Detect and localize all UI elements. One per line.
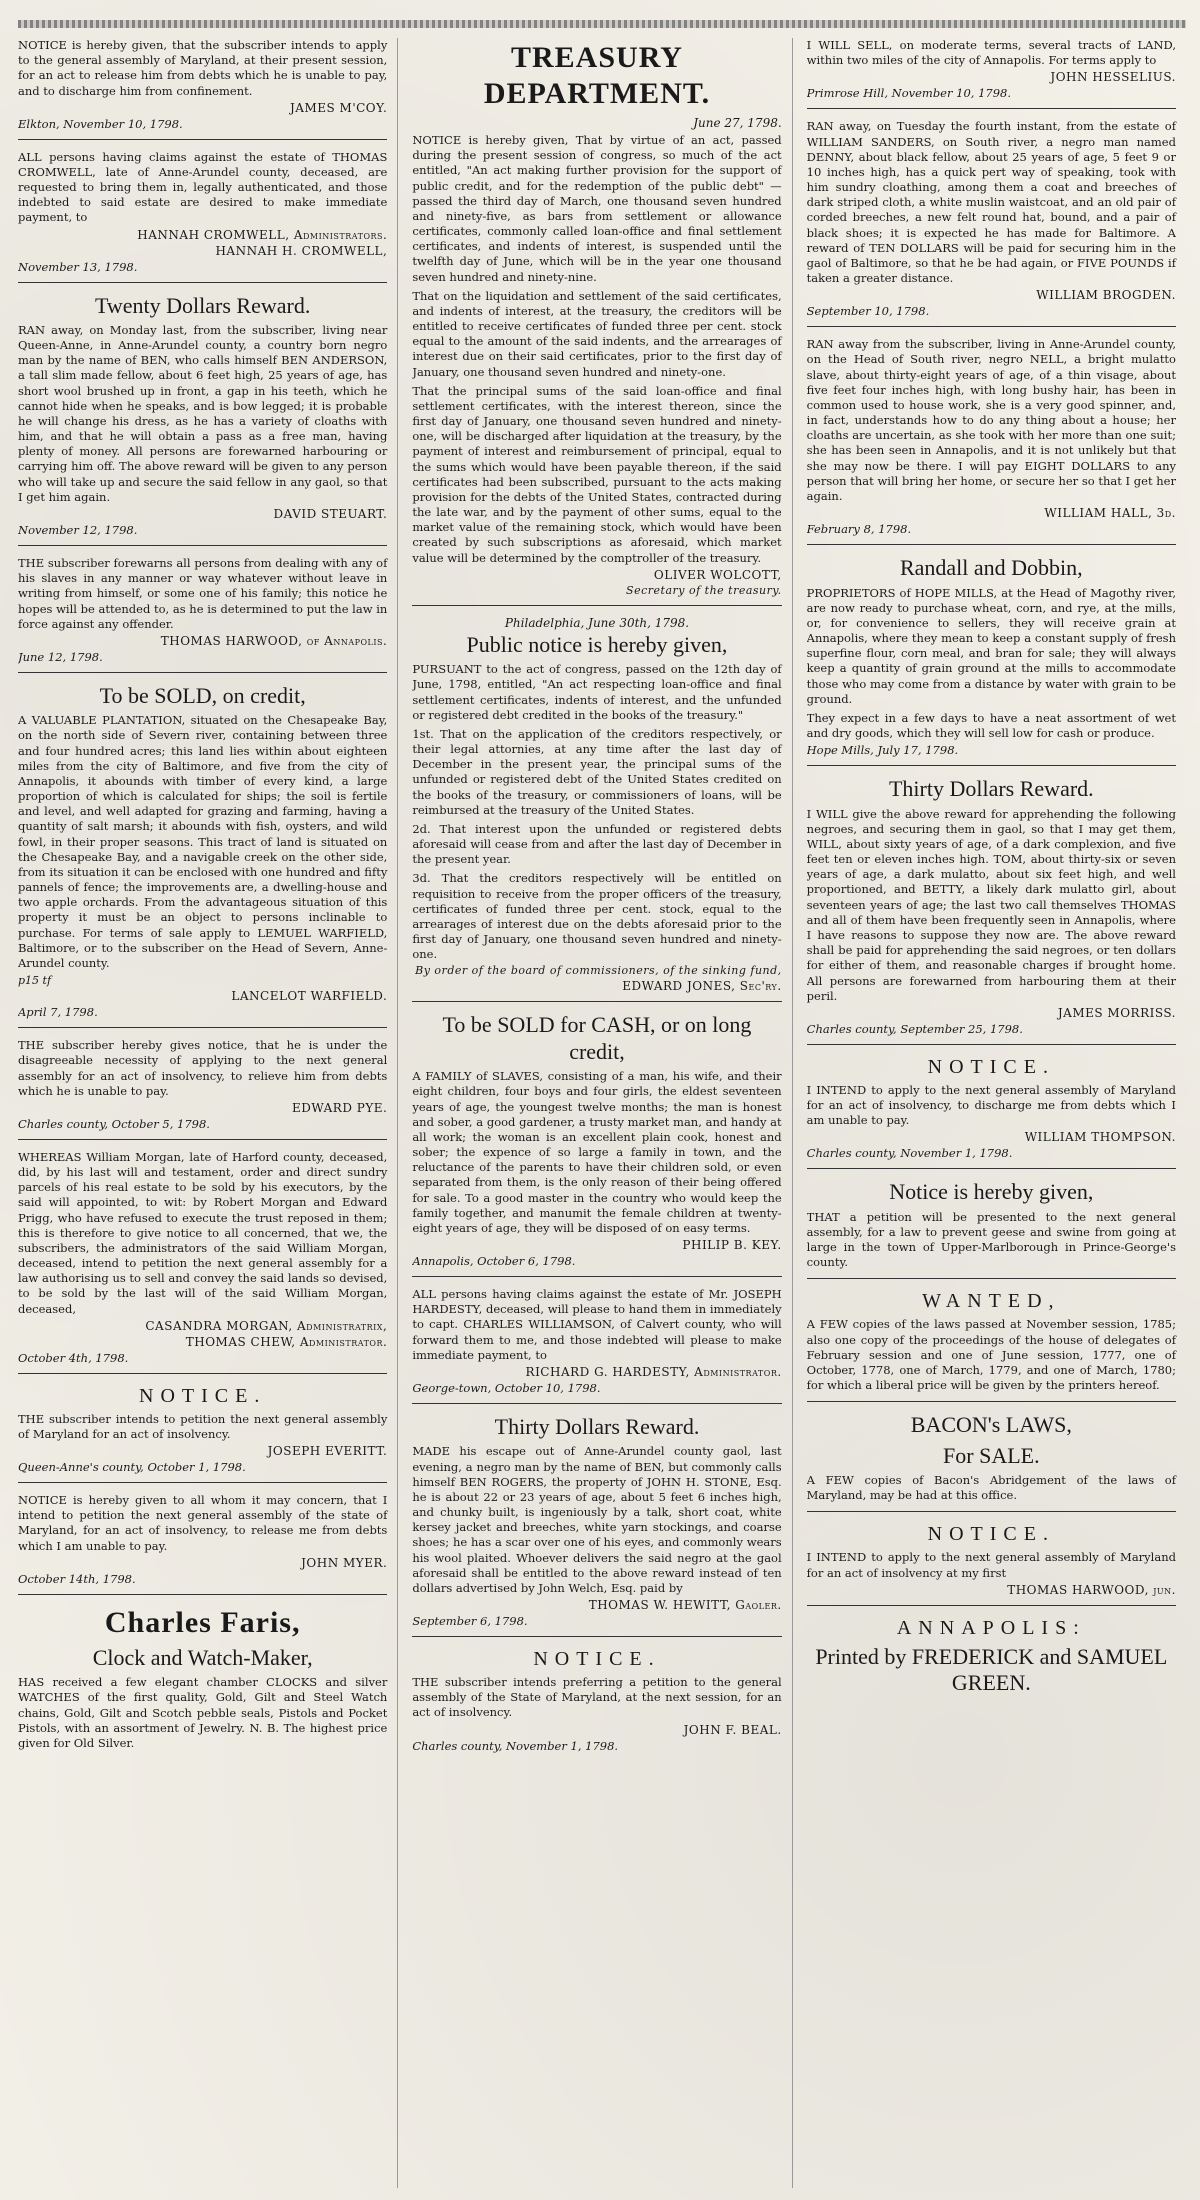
ad-heading: NOTICE.: [927, 1523, 1055, 1546]
ad-body: A FEW copies of the laws passed at November session, 1785; also one copy of the proceedings of the house of delegates of February session and one of June session, 1777, one of October, 1778, one of March, 1779, and one of March, 1780; for which a liberal price will be given by the printers hereof.: [806, 1317, 1176, 1393]
ad-dateline: George-town, October 10, 1798.: [412, 1381, 601, 1395]
ad-body: THAT a petition will be presented to the next general assembly, for a law to prevent geese and swine from going at large in the town of Upper-Marlborough in Prince-George's county.: [806, 1209, 1176, 1270]
ad-body: RAN away from the subscriber, living in Anne-Arundel county, on the Head of South river, negro NELL, a bright mulatto slave, about thirty-eight years of age, of a thin visage, about five feet four inches high, with long bushy hair, has been in common used to house work, she is a very good spinner, and, in fact, understands how to do any thing about a house; her cloaths are uncertain, as she took with her more than one suit; she has been seen in Annapolis, and it is not unlikely but that she may now be there. I will pay EIGHT DOLLARS to any person that will bring her home, or secure her so that I get her again.: [806, 337, 1176, 503]
ad-body: I INTEND to apply to the next general assembly of Maryland for an act of insolvency, to discharge me from debts which I am unable to pay.: [806, 1082, 1176, 1128]
ad-dateline: Charles county, November 1, 1798.: [412, 1738, 619, 1753]
ad-heading: Thirty Dollars Reward.: [888, 776, 1094, 802]
ad-signature: JAMES MORRISS.: [1057, 1005, 1176, 1020]
ad-item: 1st. That on the application of the creditors respectively, or their legal attornies, at any time after the last day of December in the present year, the principal sums of the unfunded or registered debt of the United States credited on the books of the treasury, or commissioners of loans, will be reimbursed at the treasury of the United States.: [412, 726, 782, 817]
ad-bacons-laws: [807, 1412, 1176, 1512]
ad-body: PROPRIETORS of HOPE MILLS, at the Head of Magothy river, are now ready to purchase wheat, corn, and rye, at the mills, or, for convenience to sellers, they will receive grain at Annapolis, where they mean to keep a constant supply of fresh superfine flour, corn meal, and bran for sale; they will always keep a quantity of grain ground at the mills to accommodate those who may come from a distance by water with grain to be ground.: [806, 585, 1176, 706]
ad-signature: LANCELOT WARFIELD.: [231, 989, 388, 1004]
ad-heading: NOTICE.: [533, 1648, 661, 1671]
ad-body: ALL persons having claims against the estate of THOMAS CROMWELL, late of Anne-Arundel county, deceased, are requested to bring them in, legally authenticated, and those indebted to said estate are desired to make immediate payment, to: [18, 149, 388, 225]
ad-dateline: September 6, 1798.: [412, 1614, 528, 1629]
ad-signature: THOMAS HARWOOD, of Annapolis.: [160, 633, 388, 648]
ad-body: They expect in a few days to have a neat assortment of wet and dry goods, which they will sell low for cash or produce.: [806, 710, 1176, 741]
ad-thirty-dollars-morriss: [807, 776, 1176, 1045]
ad-body: THE subscriber forewarns all persons from dealing with any of his slaves in any manner or way whatever without leave in writing from himself, or some one of his family; this notice he hopes will be attended to, as he is determined to put the law in force against any offender.: [18, 556, 388, 631]
ad-thirty-dollars-reward: [412, 1414, 781, 1637]
ad-mccoy-notice: [18, 38, 387, 140]
columns: [18, 38, 1186, 2188]
ad-dateline: Charles county, November 1, 1798.: [806, 1146, 1013, 1161]
ad-signature: WILLIAM BROGDEN.: [1036, 288, 1176, 303]
ad-heading: Randall and Dobbin,: [899, 555, 1083, 581]
ad-signature: RICHARD G. HARDESTY, Administrator.: [525, 1365, 782, 1379]
ad-dateline: September 10, 1798.: [806, 304, 930, 319]
ad-item: 2d. That interest upon the unfunded or registered debts aforesaid will cease from and after the last day of December in the present year.: [412, 821, 782, 867]
ad-dateline: October 14th, 1798.: [18, 1571, 136, 1586]
ad-heading: Notice is hereby given,: [889, 1179, 1094, 1205]
ad-signature: JOHN F. BEAL.: [683, 1722, 782, 1737]
ad-body: THE subscriber intends to petition the next general assembly of Maryland for an act of insolvency.: [18, 1411, 388, 1441]
ad-faris-clockmaker: [18, 1605, 387, 1759]
ad-hardesty-estate: [412, 1287, 781, 1404]
ad-body: RAN away, on Monday last, from the subscriber, living near Queen-Anne, in Anne-Arundel county, a country born negro man by the name of BEN, who calls himself BEN ANDERSON, a tall slim made fellow, about 6 feet high, 25 years of age, has short wool brushed up in front, a gap in his teeth, which he cannot hide when he speaks, and is bow legged; it is probable he will change his dress, as he has a variety of cloaths with him, and that he will obtain a pass as a free man, having plenty of money. All persons are forewarned harbouring or carrying him off. The above reward will be given to any person who will take up and secure the said fellow in any gaol, so that I get him again.: [18, 322, 388, 504]
ad-dateline: Annapolis, October 6, 1798.: [412, 1254, 576, 1269]
ad-signature: EDWARD JONES, Sec'ry.: [622, 979, 782, 994]
ad-body: NOTICE is hereby given to all whom it may concern, that I intend to petition the next general assembly of the state of Maryland, for an act of insolvency, to release me from debts which I am unable to pay.: [18, 1493, 388, 1553]
ad-body: NOTICE is hereby given, That by virtue of an act, passed during the present session of congress, so much of the act entitled, "An act making further provision for the support of public credit, and for the redemption of the public debt" — passed the third day of March, one thousand seven hundred and ninety-five, as bars from settlement or allowance certificates, commonly called loan-office and final settlement certificates, and indents of interest, is suspended until the twelfth day of June, which will be in the year one thousand seven hundred and ninety-nine.: [412, 133, 782, 284]
ad-code: p15 tf: [18, 974, 52, 988]
ad-treasury-department: [412, 40, 781, 606]
ad-body: I INTEND to apply to the next general assembly of Maryland for an act of insolvency at my first: [806, 1550, 1176, 1580]
ad-date: June 27, 1798.: [693, 116, 782, 130]
ad-harwood-forewarn: [18, 556, 387, 673]
ad-nell-runaway: [807, 337, 1176, 545]
ad-hesselius-land: [807, 38, 1176, 109]
ad-body: PURSUANT to the act of congress, passed on the 12th day of June, 1798, entitled, "An act respecting loan-office and final settlement certificates, indents of interest, and the unfunded or registered debt credited in the books of the treasury.": [412, 662, 782, 722]
ad-body: I WILL SELL, on moderate terms, several tracts of LAND, within two miles of the city of Annapolis. For terms apply to: [806, 38, 1176, 68]
ad-heading: NOTICE.: [139, 1384, 267, 1407]
ad-slaves-sale: [412, 1012, 781, 1277]
ad-subheading: For SALE.: [943, 1442, 1040, 1468]
right-column: [807, 38, 1186, 2188]
ad-dateline: June 12, 1798.: [18, 649, 103, 664]
ad-myer-notice: [18, 1493, 387, 1595]
ad-heading: Public notice is hereby given,: [466, 631, 728, 657]
ad-body: A FAMILY of SLAVES, consisting of a man, his wife, and their eight children, four boys and four girls, the eldest seventeen years of age, the youngest twelve months; the man is honest and sober, a good gardener, a trusty market man, and handy at all work; the woman is an excellent plain cook, honest and sober; the expence of so large a family in town, and the reluctance of the parents to have their children sold, or even separated from them, is the only reason of their being offered for sale. To a good master in the country who would keep the family together, and manumit the female children at twenty-eight years of age, they will be disposed of on easy terms.: [412, 1069, 782, 1235]
ad-signature: CASANDRA MORGAN, Administratrix,: [145, 1318, 388, 1333]
ad-cromwell-estate: [18, 150, 387, 283]
ad-dateline: October 4th, 1798.: [18, 1350, 129, 1365]
ad-dateline: Primrose Hill, November 10, 1798.: [806, 86, 1012, 101]
ad-signature: THOMAS HARWOOD, jun.: [1007, 1582, 1176, 1597]
ad-thompson-notice: [807, 1055, 1176, 1170]
ad-body: That on the liquidation and settlement of the said certificates, and indents of interest, at the treasury, the creditors will be entitled to receive certificates of funded three per cent. stock equal to the amount of the said indents, and the arrearages of interest due on their said certificates, prior to the first day of January, one thousand seven hundred and ninety-one.: [412, 288, 782, 379]
ad-plantation-sale: [18, 683, 387, 1028]
ad-wanted-laws: [807, 1289, 1176, 1402]
ad-dateline: April 7, 1798.: [18, 1005, 98, 1020]
ad-dateline: November 12, 1798.: [18, 523, 138, 537]
ad-harwood-notice: [807, 1522, 1176, 1605]
ad-heading: To be SOLD, on credit,: [99, 682, 306, 708]
imprint-line: Printed by FREDERICK and SAMUEL GREEN.: [815, 1643, 1168, 1696]
ad-heading: TREASURY DEPARTMENT.: [483, 41, 711, 110]
ad-signature: JOHN MYER.: [301, 1555, 388, 1570]
ad-public-notice: [412, 616, 781, 1003]
ad-signature: PHILIP B. KEY.: [682, 1238, 782, 1253]
ad-signature: THOMAS CHEW, Administrator.: [185, 1334, 388, 1349]
ad-body: ALL persons having claims against the estate of Mr. JOSEPH HARDESTY, deceased, will please to hand them in immediately to capt. CHARLES WILLIAMSON, of Calvert county, who will forward them to me, and those indebted will please to make immediate payment, to: [412, 1287, 782, 1362]
imprint-place: ANNAPOLIS:: [896, 1616, 1086, 1639]
ad-order: By order of the board of commissioners, of the sinking fund,: [415, 964, 782, 978]
ad-signature: WILLIAM THOMPSON.: [1024, 1130, 1176, 1145]
ad-signature: OLIVER WOLCOTT,: [653, 567, 782, 582]
ad-randall-dobbin: [807, 555, 1176, 766]
ad-heading: Charles Faris,: [104, 1605, 301, 1639]
ad-subheading: Clock and Watch-Maker,: [92, 1644, 313, 1670]
ad-everitt-notice: [18, 1384, 387, 1483]
ad-heading: Thirty Dollars Reward.: [494, 1414, 700, 1439]
ad-dateline: Hope Mills, July 17, 1798.: [806, 743, 959, 758]
ad-body: THE subscriber intends preferring a petition to the general assembly of the State of Maryland, at the next session, for an act of insolvency.: [412, 1675, 782, 1720]
ad-signature: DAVID STEUART.: [273, 507, 388, 521]
ad-signature: HANNAH CROMWELL, Administrators.: [137, 227, 388, 242]
ad-body: A FEW copies of Bacon's Abridgement of the laws of Maryland, may be had at this office.: [806, 1473, 1176, 1503]
ad-signature: WILLIAM HALL, 3d.: [1044, 506, 1176, 521]
ad-heading: NOTICE.: [927, 1055, 1055, 1078]
left-column: [18, 38, 398, 2188]
ad-heading: To be SOLD for CASH, or on long credit,: [442, 1012, 752, 1064]
ad-signature: JOHN HESSELIUS.: [1050, 70, 1176, 85]
ad-denny-runaway: [807, 119, 1176, 327]
ad-beal-notice: [412, 1647, 781, 1761]
ad-twenty-dollars-reward: [18, 293, 387, 546]
ad-dateline: Philadelphia, June 30th, 1798.: [504, 615, 690, 630]
ad-item: 3d. That the creditors respectively will be entitled on requisition to receive from the proper officers of the treasury, certificates of funded three per cent. stock, equal to the arrearages of interest due on the debts aforesaid prior to the first day of January, one thousand seven hundred and ninety-one.: [412, 871, 782, 962]
ad-signature-title: Secretary of the treasury.: [626, 583, 782, 597]
ad-pye-insolvency: [18, 1038, 387, 1140]
ad-heading: WANTED,: [922, 1290, 1061, 1313]
top-rule: [18, 20, 1186, 28]
ad-body: HAS received a few elegant chamber CLOCKS and silver WATCHES of the first quality, Gold, Gilt and Steel Watch chains, Gold, Gilt and Scotch pebble seals, Pistols and Pocket Pistols, with an assortment of Jewelry. N. B. The highest price given for Old Silver.: [18, 1675, 388, 1750]
ad-body: THE subscriber hereby gives notice, that he is under the disagreeable necessity of applying to the next general assembly for an act of insolvency, to relieve him from debts which he is unable to pay.: [18, 1038, 388, 1098]
ad-dateline: Charles county, October 5, 1798.: [18, 1116, 210, 1131]
ad-body: A VALUABLE PLANTATION, situated on the Chesapeake Bay, on the north side of Severn river, containing between three and four hundred acres; this land lies within about eighteen miles from the city of Baltimore, and five from the city of Annapolis, it abounds with timber of every kind, a large proportion of which is calculated for ships; the soil is fertile and level, and well adapted for grazing and farming, having a quantity of salt marsh; it abounds with fish, oysters, and wild fowl, in their proper seasons. This tract of land is situated on the Chesapeake Bay, and a navigable creek on the other side, from its situation it can be enclosed with one hundred and fifty pannels of fence; the improvements are, a dwelling-house and two apple orchards. From the advantageous situation of this property it must be an object to persons inclinable to purchase. For terms of sale apply to LEMUEL WARFIELD, Baltimore, or to the subscriber on the Head of Severn, Anne-Arundel county.: [18, 713, 388, 970]
ad-signature: THOMAS W. HEWITT, Gaoler.: [588, 1598, 782, 1613]
ad-body: WHEREAS William Morgan, late of Harford county, deceased, did, by his last will and testament, order and direct sundry parcels of his real estate to be sold by his executors, by the said will appointed, to wit: by Robert Morgan and Edward Prigg, who have refused to execute the trust reposed in them; this is therefore to give notice to all concerned, that we, the subscribers, the administrators of the said William Morgan, deceased, intend to petition the next general assembly for a law authorising us to sell and convey the said lands so devised, to be sold by the last will of the said William Morgan, deceased,: [18, 1149, 388, 1316]
ad-signature: HANNAH H. CROMWELL,: [215, 243, 388, 258]
ad-dateline: Elkton, November 10, 1798.: [18, 116, 183, 131]
ad-heading: Twenty Dollars Reward.: [94, 292, 311, 318]
ad-signature: JOSEPH EVERITT.: [267, 1444, 388, 1459]
printer-imprint: [807, 1616, 1176, 1709]
ad-signature: EDWARD PYE.: [292, 1100, 388, 1115]
ad-body: That the principal sums of the said loan-office and final settlement certificates, with the interest thereon, since the first day of January, one thousand seven hundred and ninety-one, will be discharged after liquidation at the treasury, by the payment of interest and reimbursement of principal, equal to the sums which would have been payable thereon, if the said certificates had been subscribed, pursuant to the acts making provision for the debts of the United States, contracted during the late war, and by the payment of other sums, equal to the market value of the remaining stock, which would have been created by such subscriptions as aforesaid, which market value will be determined by the comptroller of the treasury.: [412, 383, 782, 565]
ad-body: RAN away, on Tuesday the fourth instant, from the estate of WILLIAM SANDERS, on South river, a negro man named DENNY, about black fellow, about 25 years of age, 5 feet 9 or 10 inches high, has a quick pert way of speaking, took with him sundry cloathing, among them a coat and breeches of dark striped cloth, a white muslin waistcoat, and an old pair of corded breeches, a new felt round hat, bound, and a pair of black shoes; it is expected he has made for Baltimore. A reward of TEN DOLLARS will be paid for securing him in the gaol of Baltimore, so that he be had again, or FIVE POUNDS if taken a greater distance.: [806, 119, 1176, 286]
ad-body: NOTICE is hereby given, that the subscriber intends to apply to the general assembly of Maryland, at their present session, for an act to release him from debts which he is unable to pay, and to discharge him from confinement.: [18, 38, 388, 98]
ad-dateline: Charles county, September 25, 1798.: [806, 1021, 1023, 1036]
ad-body: I WILL give the above reward for apprehending the following negroes, and securing them in gaol, so that I may get them, WILL, about sixty years of age, of a dark complexion, and five feet ten or eleven inches high. TOM, about thirty-six or seven years of age, a dark mulatto, about six feet high, and well proportioned, and BETTY, a likely dark mulatto girl, about seventeen years of age; the last two call themselves THOMAS and all of them have been frequently seen in Annapolis, where I have reasons to suppose they now are. The above reward shall be paid for apprehending the said negroes, or ten dollars for either of them, and reasonable charges if brought home. All persons are forewarned from harbouring them at their peril.: [806, 806, 1176, 1003]
ad-signature: JAMES M'COY.: [289, 100, 388, 115]
ad-body: MADE his escape out of Anne-Arundel county gaol, last evening, a negro man by the name of BEN, but commonly calls himself BEN ROGERS, the property of JOHN H. STONE, Esq. he is about 22 or 23 years of age, about 5 feet 6 inches high, and chunky built, is ingeniously by a talk, short coat, white kersey jacket and breeches, white yarn stockings, and coarse shoes; he has a scar over one of his eyes, and commonly wears his wool plaited. Whoever delivers the said negro at the gaol aforesaid shall be entitled to the above reward instead of ten dollars advertised by John Welch, Esq. paid by: [412, 1444, 782, 1595]
ad-morgan-estate: [18, 1150, 387, 1374]
ad-dateline: February 8, 1798.: [806, 522, 912, 537]
ad-geese-swine-notice: [807, 1179, 1176, 1279]
ad-heading: BACON's LAWS,: [910, 1412, 1072, 1438]
ad-dateline: Queen-Anne's county, October 1, 1798.: [18, 1460, 246, 1475]
ad-dateline: November 13, 1798.: [18, 259, 138, 274]
middle-column: [412, 38, 792, 2188]
